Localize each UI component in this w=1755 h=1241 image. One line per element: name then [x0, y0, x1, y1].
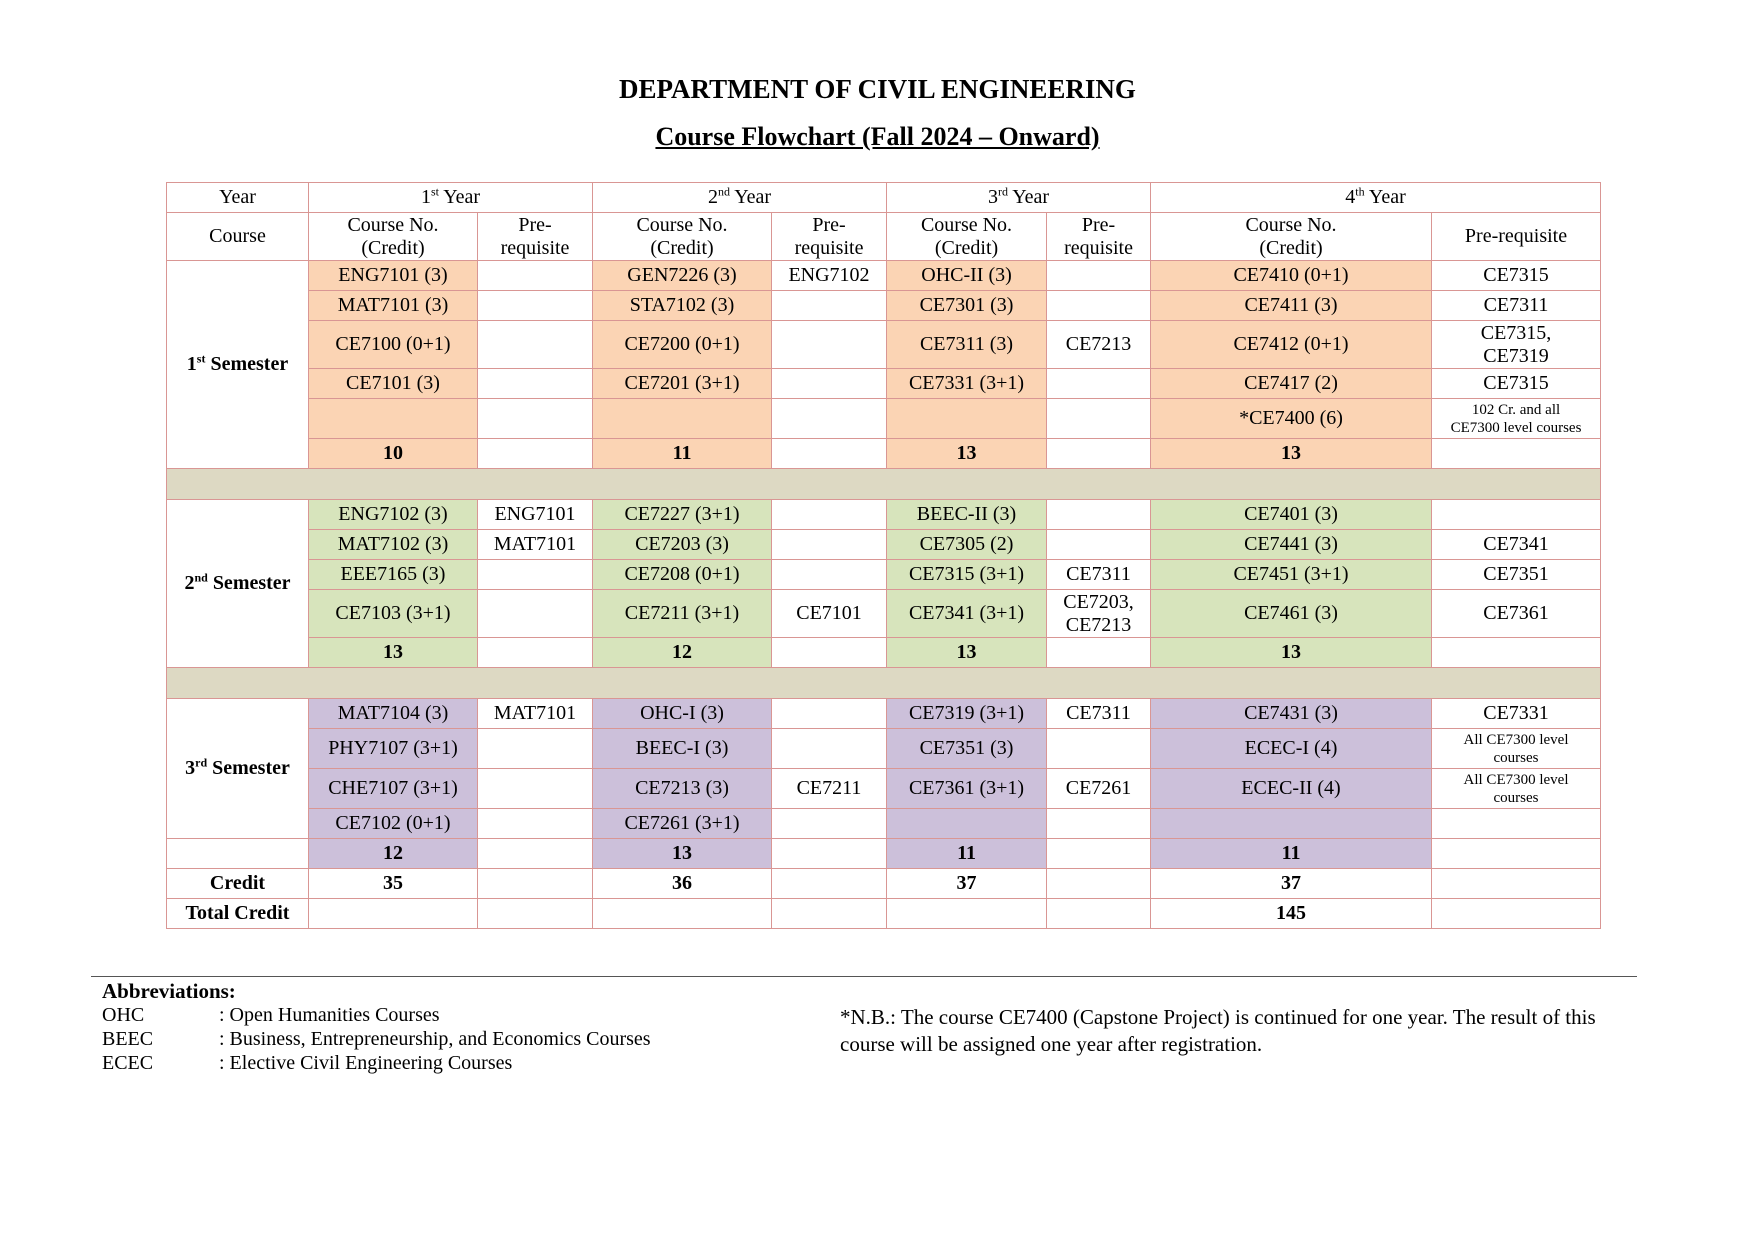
prerequisite-cell — [478, 321, 593, 369]
total-credit-label: Total Credit — [167, 899, 309, 929]
course-cell: GEN7226 (3) — [593, 261, 772, 291]
course-cell: CE7341 (3+1) — [887, 590, 1047, 638]
course-cell: ENG7102 (3) — [309, 500, 478, 530]
prerequisite-cell — [1047, 729, 1151, 769]
prerequisite-cell — [772, 729, 887, 769]
prerequisite-cell: CE7101 — [772, 590, 887, 638]
year-4-header: 4th Year — [1151, 183, 1601, 213]
course-cell: CE7200 (0+1) — [593, 321, 772, 369]
prerequisite-cell: CE7331 — [1432, 699, 1601, 729]
total-credit-row — [167, 899, 1601, 929]
credit-row — [167, 869, 1601, 899]
year-2-header: 2nd Year — [593, 183, 887, 213]
semester-credit-total: 12 — [593, 638, 772, 668]
year-header-row — [167, 183, 1601, 213]
semester-credit-total: 13 — [309, 638, 478, 668]
prerequisite-cell: CE7311 — [1047, 560, 1151, 590]
column-header-row — [167, 213, 1601, 261]
semester-1-label: 1st Semester — [167, 261, 309, 469]
prerequisite-cell — [1432, 500, 1601, 530]
course-cell: CE7305 (2) — [887, 530, 1047, 560]
prerequisite-cell: CE7361 — [1432, 590, 1601, 638]
prerequisite-cell: All CE7300 level courses — [1432, 769, 1601, 809]
course-no-header: Course No. (Credit) — [309, 213, 478, 261]
prerequisite-cell — [772, 321, 887, 369]
course-cell: MAT7101 (3) — [309, 291, 478, 321]
prerequisite-cell — [1047, 399, 1151, 439]
abbreviation-item — [102, 1027, 651, 1051]
table-row — [167, 291, 1601, 321]
course-cell: STA7102 (3) — [593, 291, 772, 321]
course-cell: CE7401 (3) — [1151, 500, 1432, 530]
table-row — [167, 729, 1601, 769]
course-no-header: Course No. (Credit) — [593, 213, 772, 261]
prerequisite-cell — [772, 699, 887, 729]
abbreviation-value: : Business, Entrepreneurship, and Economics Courses — [219, 1028, 651, 1050]
year-credit: 36 — [593, 869, 772, 899]
semester-total-row — [167, 638, 1601, 668]
semester-credit-total: 13 — [1151, 439, 1432, 469]
course-cell: MAT7104 (3) — [309, 699, 478, 729]
table-row — [167, 399, 1601, 439]
table-row — [167, 590, 1601, 638]
course-cell: CE7261 (3+1) — [593, 809, 772, 839]
semester-total-row — [167, 839, 1601, 869]
course-cell: CE7441 (3) — [1151, 530, 1432, 560]
prerequisite-cell — [478, 369, 593, 399]
divider — [91, 976, 1637, 977]
abbreviations-heading: Abbreviations: — [102, 979, 236, 1003]
course-cell: CE7411 (3) — [1151, 291, 1432, 321]
year-credit: 37 — [1151, 869, 1432, 899]
abbreviation-item — [102, 1051, 651, 1075]
prerequisite-cell — [772, 291, 887, 321]
prerequisite-cell — [772, 399, 887, 439]
abbreviation-key: OHC — [102, 1004, 145, 1026]
semester-credit-total: 13 — [1151, 638, 1432, 668]
course-cell: CE7331 (3+1) — [887, 369, 1047, 399]
course-cell: OHC-I (3) — [593, 699, 772, 729]
semester-3-label: 3rd Semester — [167, 699, 309, 839]
prerequisite-cell: ENG7101 — [478, 500, 593, 530]
semester-credit-total: 13 — [593, 839, 772, 869]
course-cell: CE7311 (3) — [887, 321, 1047, 369]
course-cell: PHY7107 (3+1) — [309, 729, 478, 769]
prerequisite-cell — [772, 560, 887, 590]
prerequisite-cell: MAT7101 — [478, 530, 593, 560]
course-label: Course — [167, 213, 309, 261]
separator-row — [167, 668, 1601, 699]
course-cell: CE7208 (0+1) — [593, 560, 772, 590]
semester-credit-total: 11 — [593, 439, 772, 469]
prerequisite-cell — [1047, 500, 1151, 530]
course-cell: BEEC-I (3) — [593, 729, 772, 769]
prerequisite-cell — [1047, 261, 1151, 291]
course-cell: CE7211 (3+1) — [593, 590, 772, 638]
course-cell: CE7201 (3+1) — [593, 369, 772, 399]
course-cell: CE7213 (3) — [593, 769, 772, 809]
course-cell: CE7410 (0+1) — [1151, 261, 1432, 291]
prerequisite-cell — [478, 590, 593, 638]
semester-credit-total: 10 — [309, 439, 478, 469]
semester-credit-total: 12 — [309, 839, 478, 869]
year-credit: 35 — [309, 869, 478, 899]
prerequisite-cell: ENG7102 — [772, 261, 887, 291]
course-no-header: Course No. (Credit) — [887, 213, 1047, 261]
capstone-note: *N.B.: The course CE7400 (Capstone Project) is continued for one year. The result of this course will be assigned one year after registration. — [840, 1005, 1596, 1056]
prerequisite-cell: CE7311 — [1432, 291, 1601, 321]
year-label: Year — [167, 183, 309, 213]
semester-total-row — [167, 439, 1601, 469]
prerequisite-cell: CE7341 — [1432, 530, 1601, 560]
course-cell: CE7227 (3+1) — [593, 500, 772, 530]
prerequisite-cell — [478, 769, 593, 809]
course-cell: CE7451 (3+1) — [1151, 560, 1432, 590]
table-row — [167, 369, 1601, 399]
course-cell: CE7461 (3) — [1151, 590, 1432, 638]
prerequisite-cell — [478, 809, 593, 839]
course-cell: CE7101 (3) — [309, 369, 478, 399]
table-row — [167, 699, 1601, 729]
abbreviation-value: : Elective Civil Engineering Courses — [219, 1052, 513, 1074]
table-row — [167, 321, 1601, 369]
semester-2-label: 2nd Semester — [167, 500, 309, 668]
course-cell: ECEC-II (4) — [1151, 769, 1432, 809]
year-credit: 37 — [887, 869, 1047, 899]
credit-label: Credit — [167, 869, 309, 899]
abbreviation-key: BEEC — [102, 1028, 154, 1050]
prerequisite-cell — [772, 809, 887, 839]
course-cell: CE7417 (2) — [1151, 369, 1432, 399]
course-cell: CE7103 (3+1) — [309, 590, 478, 638]
prerequisite-header: Pre- requisite — [1047, 213, 1151, 261]
course-cell: CE7203 (3) — [593, 530, 772, 560]
course-cell — [887, 399, 1047, 439]
course-cell: CE7102 (0+1) — [309, 809, 478, 839]
prerequisite-cell — [1047, 530, 1151, 560]
course-cell: CE7319 (3+1) — [887, 699, 1047, 729]
course-cell: CE7412 (0+1) — [1151, 321, 1432, 369]
prerequisite-cell — [478, 729, 593, 769]
course-cell: CE7301 (3) — [887, 291, 1047, 321]
prerequisite-cell: 102 Cr. and all CE7300 level courses — [1432, 399, 1601, 439]
prerequisite-cell: MAT7101 — [478, 699, 593, 729]
course-cell: CE7361 (3+1) — [887, 769, 1047, 809]
year-3-header: 3rd Year — [887, 183, 1151, 213]
course-cell: MAT7102 (3) — [309, 530, 478, 560]
course-cell: CHE7107 (3+1) — [309, 769, 478, 809]
separator-row — [167, 469, 1601, 500]
course-flowchart-table — [166, 182, 1601, 929]
course-cell: ECEC-I (4) — [1151, 729, 1432, 769]
year-1-header: 1st Year — [309, 183, 593, 213]
course-cell — [1151, 809, 1432, 839]
prerequisite-cell: CE7261 — [1047, 769, 1151, 809]
table-row — [167, 769, 1601, 809]
abbreviation-item — [102, 1003, 651, 1027]
abbreviations-section — [102, 979, 651, 1075]
prerequisite-cell: CE7315 — [1432, 369, 1601, 399]
prerequisite-cell — [772, 369, 887, 399]
course-cell: CE7351 (3) — [887, 729, 1047, 769]
course-cell — [309, 399, 478, 439]
semester-credit-total: 13 — [887, 638, 1047, 668]
semester-credit-total: 11 — [887, 839, 1047, 869]
course-cell: EEE7165 (3) — [309, 560, 478, 590]
abbreviation-value: : Open Humanities Courses — [219, 1004, 440, 1026]
course-cell: BEEC-II (3) — [887, 500, 1047, 530]
prerequisite-cell — [772, 500, 887, 530]
semester-credit-total: 11 — [1151, 839, 1432, 869]
page-subtitle: Course Flowchart (Fall 2024 – Onward) — [655, 122, 1100, 151]
course-cell — [593, 399, 772, 439]
prerequisite-cell: CE7203, CE7213 — [1047, 590, 1151, 638]
table-row — [167, 500, 1601, 530]
prerequisite-cell: CE7351 — [1432, 560, 1601, 590]
course-cell: CE7431 (3) — [1151, 699, 1432, 729]
course-cell: CE7100 (0+1) — [309, 321, 478, 369]
total-credit-value: 145 — [1151, 899, 1432, 929]
prerequisite-cell: CE7213 — [1047, 321, 1151, 369]
page-title: DEPARTMENT OF CIVIL ENGINEERING — [619, 74, 1136, 104]
prerequisite-cell: CE7311 — [1047, 699, 1151, 729]
table-row — [167, 560, 1601, 590]
prerequisite-header: Pre- requisite — [772, 213, 887, 261]
table-row — [167, 530, 1601, 560]
course-cell — [887, 809, 1047, 839]
prerequisite-cell — [1432, 809, 1601, 839]
prerequisite-cell: CE7211 — [772, 769, 887, 809]
course-no-header: Course No. (Credit) — [1151, 213, 1432, 261]
prerequisite-cell — [772, 530, 887, 560]
course-cell: *CE7400 (6) — [1151, 399, 1432, 439]
table-row — [167, 809, 1601, 839]
prerequisite-header: Pre- requisite — [478, 213, 593, 261]
prerequisite-cell — [478, 261, 593, 291]
prerequisite-cell: CE7315 — [1432, 261, 1601, 291]
prerequisite-cell: CE7315, CE7319 — [1432, 321, 1601, 369]
course-cell: ENG7101 (3) — [309, 261, 478, 291]
prerequisite-cell — [1047, 809, 1151, 839]
prerequisite-cell — [1047, 369, 1151, 399]
prerequisite-cell — [478, 560, 593, 590]
prerequisite-cell — [478, 399, 593, 439]
course-cell: OHC-II (3) — [887, 261, 1047, 291]
table-row — [167, 261, 1601, 291]
prerequisite-header: Pre-requisite — [1432, 213, 1601, 261]
abbreviation-key: ECEC — [102, 1052, 154, 1074]
prerequisite-cell — [478, 291, 593, 321]
semester-credit-total: 13 — [887, 439, 1047, 469]
prerequisite-cell — [1047, 291, 1151, 321]
prerequisite-cell: All CE7300 level courses — [1432, 729, 1601, 769]
course-cell: CE7315 (3+1) — [887, 560, 1047, 590]
